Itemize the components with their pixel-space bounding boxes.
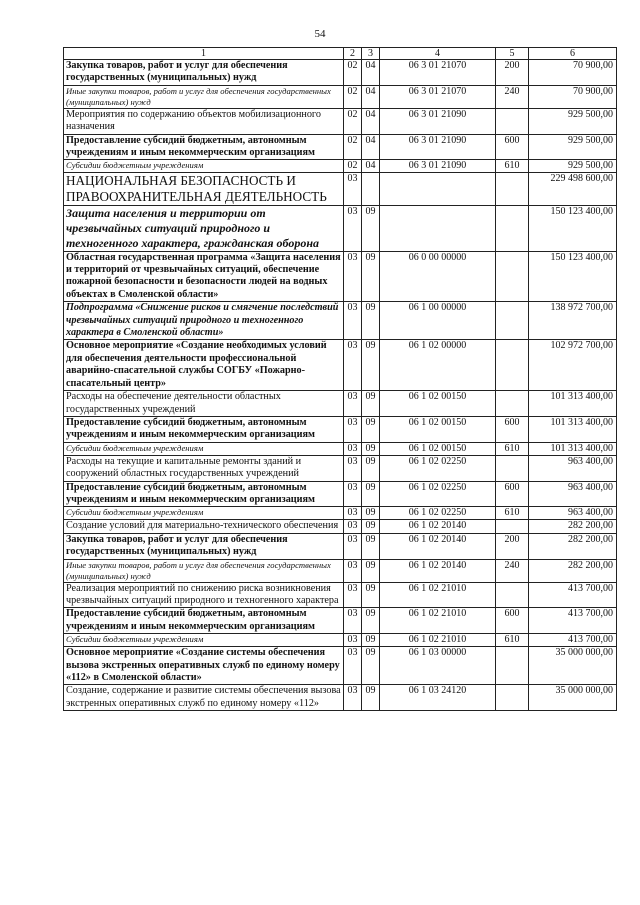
budget-table [63, 47, 617, 711]
row-target-code: 06 3 01 21070 [380, 85, 496, 108]
row-expense-type: 600 [496, 134, 529, 160]
row-name: Субсидии бюджетным учреждениям [64, 634, 344, 647]
row-name: Создание, содержание и развитие системы обеспечения вызова экстренных оперативных служб по единому номеру «112» [64, 685, 344, 711]
row-expense-type [496, 455, 529, 481]
row-name: Основное мероприятие «Создание системы обеспечения вызова экстренных оперативных служб по единому номеру «112» в Смоленской области» [64, 647, 344, 685]
table-row [64, 60, 617, 86]
row-amount: 138 972 700,00 [529, 302, 617, 340]
row-section: 03 [344, 416, 362, 442]
table-row [64, 251, 617, 302]
row-amount: 102 972 700,00 [529, 340, 617, 391]
row-expense-type: 240 [496, 559, 529, 582]
row-name: Закупка товаров, работ и услуг для обеспечения государственных (муниципальных) нужд [64, 533, 344, 559]
row-amount: 963 400,00 [529, 507, 617, 520]
row-expense-type [496, 685, 529, 711]
row-expense-type: 610 [496, 160, 529, 173]
table-row [64, 559, 617, 582]
row-section: 03 [344, 685, 362, 711]
row-expense-type [496, 205, 529, 251]
row-amount: 929 500,00 [529, 160, 617, 173]
row-section: 03 [344, 608, 362, 634]
col-header-amount: 6 [529, 48, 617, 60]
row-name: Реализация мероприятий по снижению риска возникновения чрезвычайных ситуаций природного и техногенного характера [64, 582, 344, 608]
row-name: НАЦИОНАЛЬНАЯ БЕЗОПАСНОСТЬ И ПРАВООХРАНИТЕЛЬНАЯ ДЕЯТЕЛЬНОСТЬ [64, 173, 344, 205]
table-row [64, 442, 617, 455]
table-row [64, 302, 617, 340]
row-section: 03 [344, 647, 362, 685]
page-number: 54 [314, 28, 326, 40]
row-target-code: 06 0 00 00000 [380, 251, 496, 302]
row-amount: 413 700,00 [529, 582, 617, 608]
table-body [64, 60, 617, 711]
row-subsection: 09 [362, 533, 380, 559]
table-row [64, 582, 617, 608]
row-section: 03 [344, 481, 362, 507]
row-expense-type: 240 [496, 85, 529, 108]
table-row [64, 685, 617, 711]
row-subsection: 09 [362, 685, 380, 711]
row-section: 02 [344, 134, 362, 160]
row-target-code: 06 3 01 21070 [380, 60, 496, 86]
row-name: Предоставление субсидий бюджетным, автономным учреждениям и иным некоммерческим организациям [64, 134, 344, 160]
row-section: 03 [344, 205, 362, 251]
row-section: 03 [344, 455, 362, 481]
row-subsection [362, 173, 380, 205]
row-expense-type: 200 [496, 533, 529, 559]
row-subsection: 09 [362, 442, 380, 455]
row-target-code: 06 3 01 21090 [380, 108, 496, 134]
row-expense-type [496, 302, 529, 340]
row-name: Создание условий для материально-технического обеспечения [64, 520, 344, 533]
row-target-code: 06 1 03 24120 [380, 685, 496, 711]
table-row [64, 481, 617, 507]
row-name: Субсидии бюджетным учреждениям [64, 442, 344, 455]
row-expense-type [496, 108, 529, 134]
row-subsection: 09 [362, 582, 380, 608]
row-section: 03 [344, 533, 362, 559]
row-section: 03 [344, 582, 362, 608]
row-subsection: 04 [362, 60, 380, 86]
row-amount: 101 313 400,00 [529, 442, 617, 455]
row-target-code: 06 1 02 00150 [380, 416, 496, 442]
row-subsection: 09 [362, 507, 380, 520]
row-expense-type: 610 [496, 442, 529, 455]
row-section: 02 [344, 108, 362, 134]
row-target-code: 06 1 02 02250 [380, 481, 496, 507]
row-amount: 70 900,00 [529, 85, 617, 108]
row-section: 03 [344, 391, 362, 417]
row-name: Субсидии бюджетным учреждениям [64, 160, 344, 173]
row-section: 03 [344, 520, 362, 533]
row-target-code [380, 205, 496, 251]
row-subsection: 09 [362, 520, 380, 533]
table-row [64, 647, 617, 685]
row-subsection: 09 [362, 608, 380, 634]
table-row [64, 634, 617, 647]
row-amount: 282 200,00 [529, 559, 617, 582]
table-row [64, 608, 617, 634]
row-subsection: 09 [362, 391, 380, 417]
row-subsection: 09 [362, 647, 380, 685]
table-row [64, 533, 617, 559]
row-name: Субсидии бюджетным учреждениям [64, 507, 344, 520]
row-subsection: 09 [362, 455, 380, 481]
row-target-code: 06 1 02 21010 [380, 634, 496, 647]
row-target-code: 06 1 02 02250 [380, 507, 496, 520]
table-row [64, 160, 617, 173]
row-name: Защита населения и территории от чрезвычайных ситуаций природного и техногенного характера, гражданская оборона [64, 205, 344, 251]
row-target-code: 06 1 02 21010 [380, 608, 496, 634]
row-expense-type: 200 [496, 60, 529, 86]
row-name: Областная государственная программа «Защита населения и территорий от чрезвычайных ситуаций, обеспечение пожарной безопасности и безопасности людей на водных объектах в Смоленской области» [64, 251, 344, 302]
row-subsection: 09 [362, 634, 380, 647]
header-row [64, 48, 617, 60]
row-amount: 963 400,00 [529, 455, 617, 481]
row-target-code: 06 1 02 21010 [380, 582, 496, 608]
row-subsection: 09 [362, 340, 380, 391]
row-section: 03 [344, 173, 362, 205]
row-section: 03 [344, 251, 362, 302]
col-header-expense-type: 5 [496, 48, 529, 60]
row-subsection: 09 [362, 559, 380, 582]
row-subsection: 04 [362, 160, 380, 173]
table-row [64, 205, 617, 251]
row-name: Предоставление субсидий бюджетным, автономным учреждениям и иным некоммерческим организациям [64, 481, 344, 507]
row-amount: 70 900,00 [529, 60, 617, 86]
row-expense-type: 600 [496, 416, 529, 442]
row-target-code: 06 1 02 00150 [380, 442, 496, 455]
row-amount: 150 123 400,00 [529, 205, 617, 251]
row-target-code: 06 1 02 02250 [380, 455, 496, 481]
row-expense-type [496, 391, 529, 417]
table-row [64, 507, 617, 520]
row-target-code: 06 3 01 21090 [380, 134, 496, 160]
table-row [64, 340, 617, 391]
row-amount: 35 000 000,00 [529, 647, 617, 685]
row-section: 03 [344, 559, 362, 582]
row-section: 02 [344, 85, 362, 108]
row-expense-type: 600 [496, 608, 529, 634]
table-row [64, 520, 617, 533]
row-name: Расходы на текущие и капитальные ремонты зданий и сооружений областных государственных учреждений [64, 455, 344, 481]
table-row [64, 108, 617, 134]
row-subsection: 09 [362, 251, 380, 302]
col-header-subsection: 3 [362, 48, 380, 60]
row-name: Мероприятия по содержанию объектов мобилизационного назначения [64, 108, 344, 134]
row-expense-type [496, 582, 529, 608]
row-name: Иные закупки товаров, работ и услуг для обеспечения государственных (муниципальных) нужд [64, 85, 344, 108]
col-header-name: 1 [64, 48, 344, 60]
row-section: 03 [344, 340, 362, 391]
row-name: Подпрограмма «Снижение рисков и смягчение последствий чрезвычайных ситуаций природного и техногенного характера в Смоленской области» [64, 302, 344, 340]
row-target-code: 06 1 02 20140 [380, 559, 496, 582]
row-amount: 413 700,00 [529, 634, 617, 647]
row-subsection: 04 [362, 108, 380, 134]
row-expense-type: 610 [496, 507, 529, 520]
row-section: 03 [344, 634, 362, 647]
row-expense-type: 600 [496, 481, 529, 507]
row-target-code: 06 1 02 20140 [380, 533, 496, 559]
row-amount: 413 700,00 [529, 608, 617, 634]
row-expense-type [496, 340, 529, 391]
row-amount: 101 313 400,00 [529, 416, 617, 442]
row-subsection: 09 [362, 481, 380, 507]
table-row [64, 416, 617, 442]
table-row [64, 391, 617, 417]
row-subsection: 09 [362, 205, 380, 251]
row-amount: 282 200,00 [529, 520, 617, 533]
row-target-code: 06 1 02 20140 [380, 520, 496, 533]
row-amount: 282 200,00 [529, 533, 617, 559]
row-amount: 150 123 400,00 [529, 251, 617, 302]
row-section: 03 [344, 507, 362, 520]
row-section: 03 [344, 442, 362, 455]
col-header-target-code: 4 [380, 48, 496, 60]
row-target-code: 06 3 01 21090 [380, 160, 496, 173]
row-target-code: 06 1 03 00000 [380, 647, 496, 685]
row-expense-type [496, 173, 529, 205]
col-header-section: 2 [344, 48, 362, 60]
row-name: Закупка товаров, работ и услуг для обеспечения государственных (муниципальных) нужд [64, 60, 344, 86]
table-row [64, 134, 617, 160]
row-target-code [380, 173, 496, 205]
row-expense-type [496, 251, 529, 302]
table-row [64, 455, 617, 481]
row-amount: 929 500,00 [529, 108, 617, 134]
row-section: 02 [344, 160, 362, 173]
row-amount: 101 313 400,00 [529, 391, 617, 417]
row-name: Основное мероприятие «Создание необходимых условий для обеспечения деятельности профессиональной аварийно-спасательной службы СОГБУ «Пожарно-спасательный центр» [64, 340, 344, 391]
row-amount: 963 400,00 [529, 481, 617, 507]
row-subsection: 09 [362, 416, 380, 442]
row-target-code: 06 1 02 00000 [380, 340, 496, 391]
table-row [64, 173, 617, 205]
row-amount: 35 000 000,00 [529, 685, 617, 711]
row-subsection: 09 [362, 302, 380, 340]
row-amount: 929 500,00 [529, 134, 617, 160]
row-subsection: 04 [362, 134, 380, 160]
row-target-code: 06 1 02 00150 [380, 391, 496, 417]
row-name: Иные закупки товаров, работ и услуг для обеспечения государственных (муниципальных) нужд [64, 559, 344, 582]
row-amount: 229 498 600,00 [529, 173, 617, 205]
row-target-code: 06 1 00 00000 [380, 302, 496, 340]
row-section: 03 [344, 302, 362, 340]
row-subsection: 04 [362, 85, 380, 108]
row-name: Расходы на обеспечение деятельности областных государственных учреждений [64, 391, 344, 417]
row-name: Предоставление субсидий бюджетным, автономным учреждениям и иным некоммерческим организациям [64, 608, 344, 634]
row-expense-type [496, 647, 529, 685]
row-expense-type [496, 520, 529, 533]
row-expense-type: 610 [496, 634, 529, 647]
table-row [64, 85, 617, 108]
row-section: 02 [344, 60, 362, 86]
row-name: Предоставление субсидий бюджетным, автономным учреждениям и иным некоммерческим организациям [64, 416, 344, 442]
